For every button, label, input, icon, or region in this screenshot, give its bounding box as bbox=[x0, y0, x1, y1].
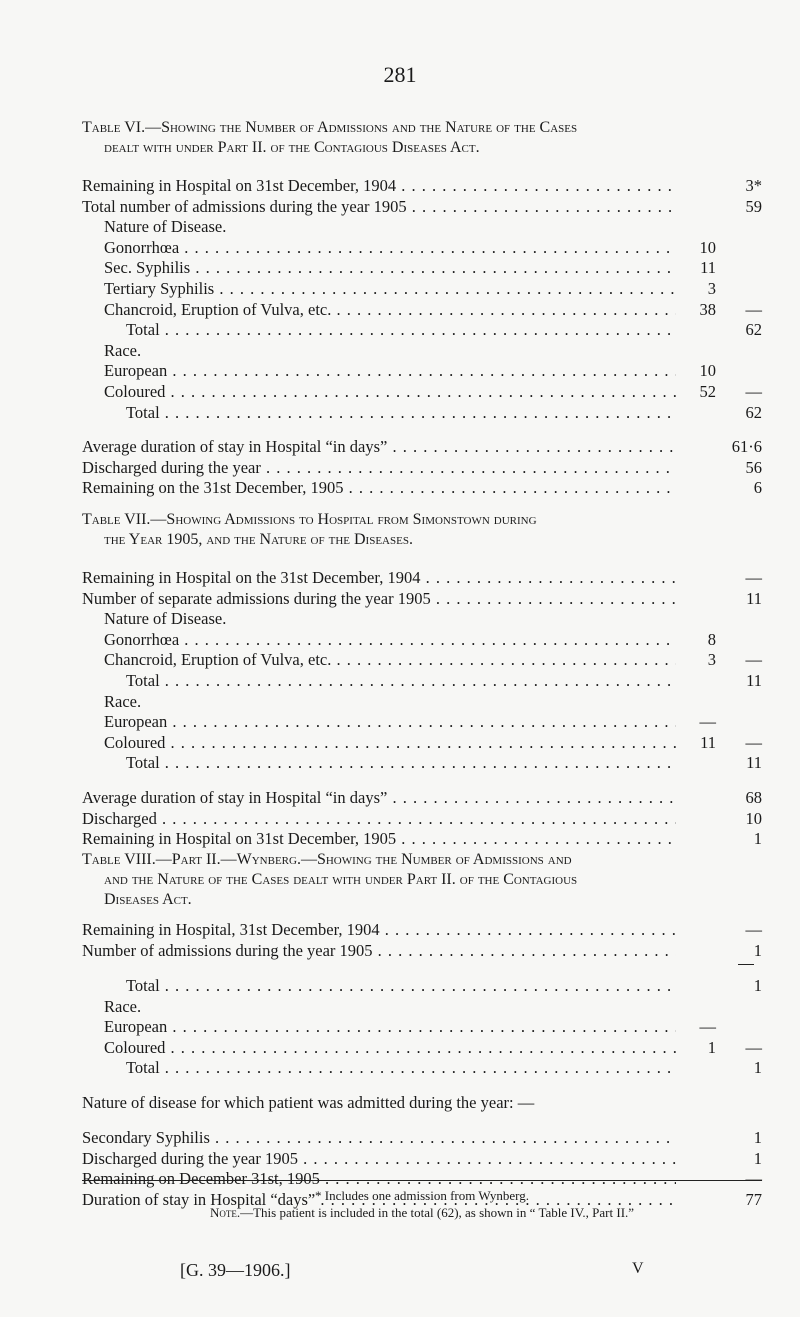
row-total-value: 11 bbox=[746, 670, 762, 690]
row-label: Chancroid, Eruption of Vulva, etc. . . . bbox=[82, 300, 676, 320]
row-label: Remaining in Hospital on 31st December, 1905 . . . bbox=[82, 829, 676, 849]
row-total-value: 61·6 bbox=[731, 437, 762, 457]
document-reference: [G. 39—1906.] bbox=[180, 1260, 291, 1280]
row-label: Total . . . bbox=[82, 671, 676, 691]
row-total-value: 3* bbox=[745, 176, 762, 195]
asterisk-footnote: * Includes one admission from Wynberg. bbox=[315, 1188, 529, 1203]
row-total-value: 11 bbox=[746, 588, 762, 608]
table7-heading-line1: Table VII.—Showing Admissions to Hospital from Simonstown during bbox=[82, 511, 537, 528]
table-row bbox=[82, 217, 762, 238]
table6-heading-line1: Table VI.—Showing the Number of Admissions and the Nature of the Cases bbox=[82, 119, 578, 136]
table-row bbox=[82, 403, 762, 424]
row-total-value: 56 bbox=[745, 457, 762, 477]
note-label: Note. bbox=[209, 1205, 241, 1220]
row-label: Nature of Disease. bbox=[104, 609, 227, 629]
row-label: Discharged during the year . . . bbox=[82, 458, 676, 478]
row-subtotal-value: 52 bbox=[699, 381, 716, 401]
row-label: Average duration of stay in Hospital “in days” . . . bbox=[82, 788, 676, 808]
row-subtotal-value: 11 bbox=[700, 258, 716, 278]
table-row bbox=[82, 341, 762, 362]
table-row bbox=[82, 458, 762, 479]
table-row bbox=[82, 1128, 762, 1149]
row-label: Total . . . bbox=[82, 320, 676, 340]
row-total-value: 77 bbox=[745, 1189, 762, 1209]
row-label: Tertiary Syphilis . . . bbox=[82, 279, 676, 299]
row-label: Race. bbox=[104, 996, 142, 1016]
row-total-value: 62 bbox=[745, 320, 762, 340]
table-row bbox=[82, 692, 762, 713]
table7-heading-line2: the Year 1905, and the Nature of the Diseases. bbox=[104, 531, 413, 548]
table8-heading-line2: and the Nature of the Cases dealt with under Part II. of the Contagious bbox=[104, 871, 578, 888]
footnote-divider bbox=[82, 1180, 762, 1181]
table-row bbox=[82, 630, 762, 651]
row-total-value: 1 bbox=[753, 829, 762, 849]
table-row bbox=[82, 997, 762, 1018]
table8-nature-text: Nature of disease for which patient was admitted during the year: — bbox=[82, 1093, 535, 1112]
row-label: Discharged . . . bbox=[82, 809, 676, 829]
table-row bbox=[82, 589, 762, 610]
row-total-value: 1 bbox=[753, 976, 762, 995]
row-label: European . . . bbox=[82, 361, 676, 381]
table-row bbox=[82, 238, 762, 259]
table-row bbox=[82, 829, 762, 850]
row-label: Gonorrhœa . . . bbox=[82, 238, 676, 258]
table-row bbox=[82, 650, 762, 671]
row-total-value: — bbox=[745, 568, 762, 587]
row-subtotal-value: 8 bbox=[707, 629, 716, 649]
table-row bbox=[82, 671, 762, 692]
row-subtotal-value: 3 bbox=[707, 278, 716, 298]
row-label: Nature of Disease. bbox=[104, 217, 227, 237]
table-row bbox=[82, 478, 762, 499]
row-label: Secondary Syphilis . . . bbox=[82, 1128, 676, 1148]
row-total-value: — bbox=[745, 732, 762, 752]
row-label: Chancroid, Eruption of Vulva, etc. . . . bbox=[82, 650, 676, 670]
table-row bbox=[82, 300, 762, 321]
table6-heading-line2: dealt with under Part II. of the Contagious Diseases Act. bbox=[104, 139, 480, 156]
row-total-value: — bbox=[745, 650, 762, 670]
row-total-value: 1 bbox=[753, 1128, 762, 1147]
row-label: Number of separate admissions during the year 1905 . . . bbox=[82, 589, 676, 609]
note-text: —This patient is included in the total (62), as shown in “ Table IV., Part II.” bbox=[240, 1205, 635, 1220]
table-row bbox=[82, 976, 762, 997]
row-subtotal-value: 1 bbox=[707, 1037, 716, 1057]
row-total-value: 1 bbox=[753, 940, 762, 960]
table-row bbox=[82, 809, 762, 830]
table-row bbox=[82, 258, 762, 279]
table-row bbox=[82, 423, 762, 437]
table-row bbox=[82, 320, 762, 341]
row-subtotal-value: 38 bbox=[699, 299, 716, 319]
row-label: European . . . bbox=[82, 712, 676, 732]
row-label: Total . . . bbox=[82, 1058, 676, 1078]
row-subtotal-value: — bbox=[699, 712, 716, 732]
row-label: Coloured . . . bbox=[82, 1038, 676, 1058]
table-row bbox=[82, 176, 762, 197]
row-total-value: 6 bbox=[753, 478, 762, 498]
table-row bbox=[82, 382, 762, 403]
table-row bbox=[82, 788, 762, 809]
row-total-value: 10 bbox=[745, 808, 762, 828]
row-label: Remaining on December 31st, 1905 . . . bbox=[82, 1169, 676, 1189]
row-total-value: 62 bbox=[745, 402, 762, 422]
row-label: Total . . . bbox=[82, 403, 676, 423]
row-label: Coloured . . . bbox=[82, 382, 676, 402]
table-row bbox=[82, 197, 762, 218]
row-subtotal-value: — bbox=[699, 1017, 716, 1037]
table8-heading bbox=[82, 850, 762, 910]
row-label: Duration of stay in Hospital “days” . . . bbox=[82, 1190, 676, 1210]
row-total-value: — bbox=[745, 1037, 762, 1057]
row-label: Total . . . bbox=[82, 753, 676, 773]
row-total-value: — bbox=[745, 381, 762, 401]
table-row bbox=[82, 1149, 762, 1170]
row-total-value: 59 bbox=[745, 196, 762, 216]
table-row bbox=[82, 1017, 762, 1038]
row-label: Remaining on the 31st December, 1905 . . . bbox=[82, 478, 676, 498]
row-label: Total number of admissions during the year 1905 . . . bbox=[82, 197, 676, 217]
note-footnote bbox=[82, 1204, 762, 1221]
row-total-value: — bbox=[745, 299, 762, 319]
row-label: Number of admissions during the year 1905 . . . bbox=[82, 941, 676, 961]
table-row bbox=[82, 774, 762, 788]
table7-body bbox=[82, 568, 762, 850]
page-number: 281 bbox=[383, 62, 417, 87]
table-row bbox=[82, 712, 762, 733]
table8-body-b bbox=[82, 976, 762, 1079]
footnotes bbox=[82, 1187, 762, 1221]
row-subtotal-value: 3 bbox=[707, 650, 716, 670]
table-row bbox=[82, 609, 762, 630]
row-label: Race. bbox=[104, 691, 142, 711]
table-row bbox=[82, 941, 762, 962]
row-label: Remaining in Hospital, 31st December, 1904 . . . bbox=[82, 920, 676, 940]
row-total-value: 68 bbox=[745, 787, 762, 807]
table8-heading-line1: Table VIII.—Part II.—Wynberg.—Showing the Number of Admissions and bbox=[82, 851, 572, 868]
row-label: Gonorrhœa . . . bbox=[82, 630, 676, 650]
row-label: Sec. Syphilis . . . bbox=[82, 258, 676, 278]
table-row bbox=[82, 568, 762, 589]
table-row bbox=[82, 1038, 762, 1059]
table-row bbox=[82, 437, 762, 458]
table7-heading bbox=[82, 510, 762, 550]
row-subtotal-value: 11 bbox=[700, 732, 716, 752]
table-row bbox=[82, 753, 762, 774]
row-label: Remaining in Hospital on the 31st December, 1904 . . . bbox=[82, 568, 676, 588]
row-total-value: 1 bbox=[753, 1148, 762, 1168]
row-label: Average duration of stay in Hospital “in days” . . . bbox=[82, 437, 676, 457]
row-label: Total . . . bbox=[82, 976, 676, 996]
table-row bbox=[82, 1058, 762, 1079]
table-row bbox=[82, 920, 762, 941]
row-total-value: — bbox=[745, 920, 762, 939]
table8-heading-line3: Diseases Act. bbox=[104, 891, 192, 908]
table6-heading bbox=[82, 118, 762, 158]
row-total-value: — bbox=[745, 1169, 762, 1189]
signature-mark: V bbox=[632, 1260, 644, 1277]
row-subtotal-value: 10 bbox=[699, 237, 716, 257]
row-total-value: 1 bbox=[753, 1058, 762, 1078]
row-label: European . . . bbox=[82, 1017, 676, 1037]
row-total-value: 11 bbox=[746, 753, 762, 773]
table8-body-a bbox=[82, 920, 762, 961]
row-label: Race. bbox=[104, 340, 142, 360]
table-row bbox=[82, 733, 762, 754]
table-row bbox=[82, 279, 762, 300]
table8-total-rule bbox=[82, 962, 762, 974]
row-label: Remaining in Hospital on 31st December, 1904 . . . bbox=[82, 176, 676, 196]
row-label: Discharged during the year 1905 . . . bbox=[82, 1149, 676, 1169]
table6-body bbox=[82, 176, 762, 499]
table-row bbox=[82, 361, 762, 382]
row-subtotal-value: 10 bbox=[699, 361, 716, 381]
row-label: Coloured . . . bbox=[82, 733, 676, 753]
